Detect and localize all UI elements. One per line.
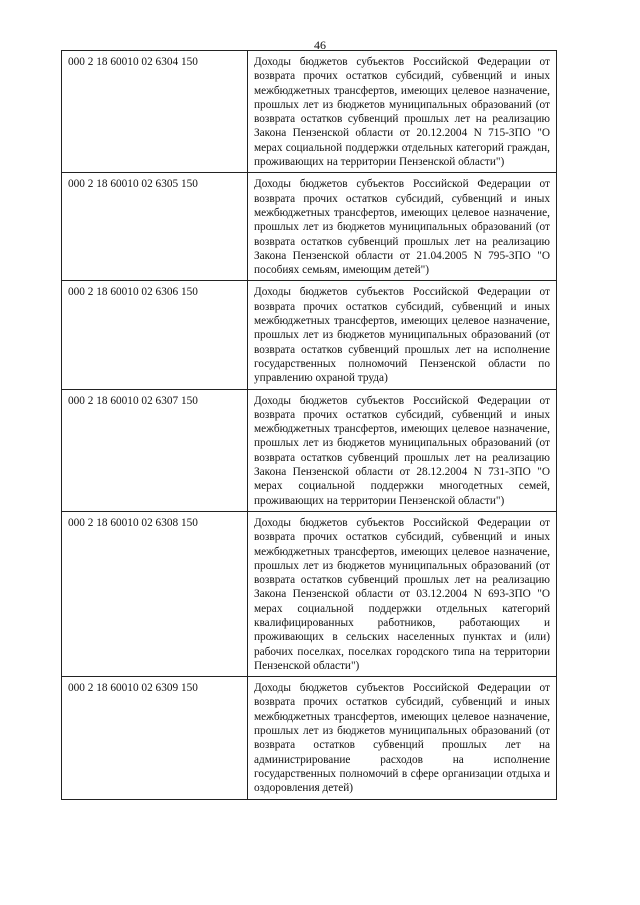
budget-code-cell: 000 2 18 60010 02 6306 150 <box>62 281 248 389</box>
table-row <box>62 173 557 281</box>
budget-code-table <box>61 50 557 800</box>
description-cell: Доходы бюджетов субъектов Российской Федерации от возврата прочих остатков субсидий, субвенций и иных межбюджетных трансфертов, имеющих целевое назначение, прошлых лет из бюджетов муниципальных образований (от возврата остатков субвенций прошлых лет на реализацию Закона Пензенской области от 28.12.2004 N 731-ЗПО "О мерах социальной поддержки многодетных семей, проживающих на территории Пензенской области") <box>248 389 557 511</box>
description-cell: Доходы бюджетов субъектов Российской Федерации от возврата прочих остатков субсидий, субвенций и иных межбюджетных трансфертов, имеющих целевое назначение, прошлых лет из бюджетов муниципальных образований (от возврата остатков субвенций прошлых лет на реализацию Закона Пензенской области от 21.04.2005 N 795-ЗПО "О пособиях семьям, имеющим детей") <box>248 173 557 281</box>
table-row <box>62 281 557 389</box>
table-row <box>62 389 557 511</box>
description-cell: Доходы бюджетов субъектов Российской Федерации от возврата прочих остатков субсидий, субвенций и иных межбюджетных трансфертов, имеющих целевое назначение, прошлых лет из бюджетов муниципальных образований (от возврата остатков субвенций прошлых лет на реализацию Закона Пензенской области от 20.12.2004 N 715-ЗПО "О мерах социальной поддержки отдельных категорий граждан, проживающих на территории Пензенской области") <box>248 51 557 173</box>
budget-code-cell: 000 2 18 60010 02 6307 150 <box>62 389 248 511</box>
description-cell: Доходы бюджетов субъектов Российской Федерации от возврата прочих остатков субсидий, субвенций и иных межбюджетных трансфертов, имеющих целевое назначение, прошлых лет из бюджетов муниципальных образований (от возврата остатков субвенций прошлых лет на реализацию Закона Пензенской области от 03.12.2004 N 693-ЗПО "О мерах социальной поддержки отдельных категорий квалифицированных работников, работающих и проживающих в сельских населенных пунктах и (или) рабочих поселках, поселках городского типа на территории Пензенской области") <box>248 511 557 676</box>
budget-code-cell: 000 2 18 60010 02 6305 150 <box>62 173 248 281</box>
description-cell: Доходы бюджетов субъектов Российской Федерации от возврата прочих остатков субсидий, субвенций и иных межбюджетных трансфертов, имеющих целевое назначение, прошлых лет из бюджетов муниципальных образований (от возврата остатков субвенций прошлых лет на администрирование расходов на исполнение государственных полномочий в сфере организации отдыха и оздоровления детей) <box>248 677 557 799</box>
table-row <box>62 677 557 799</box>
table-row <box>62 51 557 173</box>
budget-code-cell: 000 2 18 60010 02 6309 150 <box>62 677 248 799</box>
page-number: 46 <box>314 38 326 52</box>
table-row <box>62 511 557 676</box>
budget-code-cell: 000 2 18 60010 02 6304 150 <box>62 51 248 173</box>
budget-code-cell: 000 2 18 60010 02 6308 150 <box>62 511 248 676</box>
description-cell: Доходы бюджетов субъектов Российской Федерации от возврата прочих остатков субсидий, субвенций и иных межбюджетных трансфертов, имеющих целевое назначение, прошлых лет из бюджетов муниципальных образований (от возврата остатков субвенций прошлых лет на исполнение государственных полномочий Пензенской области по управлению охраной труда) <box>248 281 557 389</box>
